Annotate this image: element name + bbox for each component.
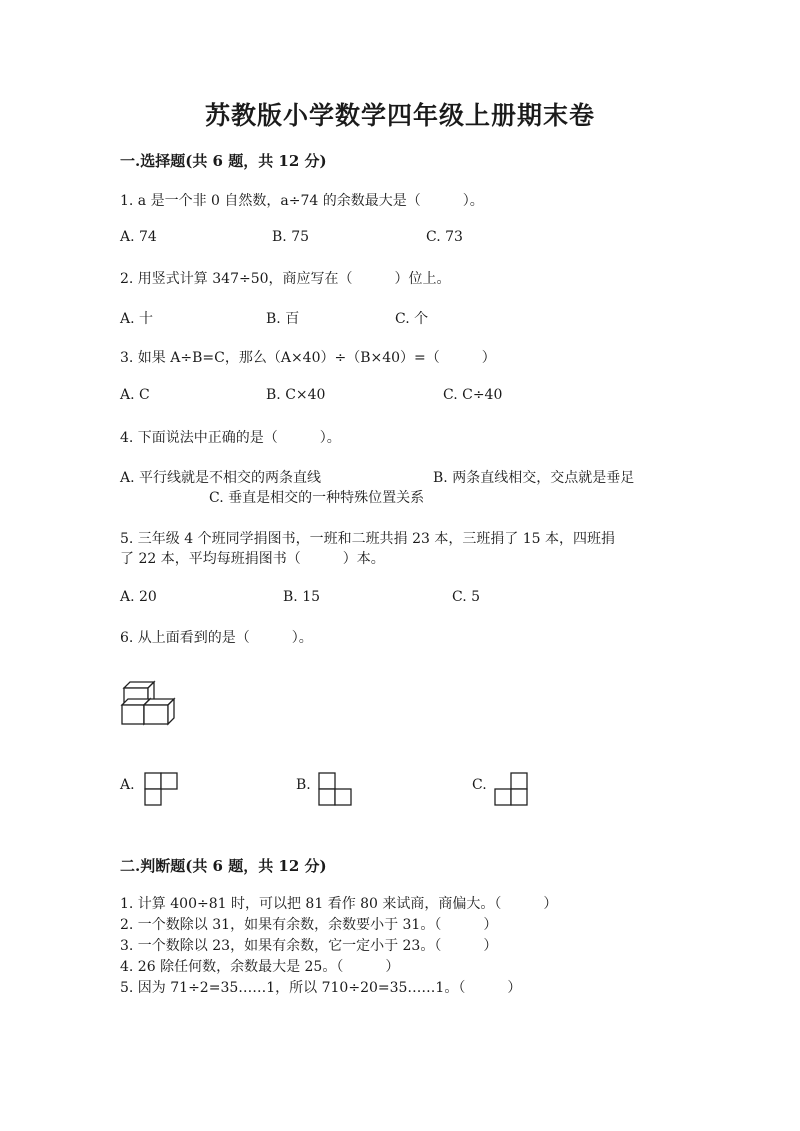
question-2-option-a: A. 十 xyxy=(120,311,154,327)
question-6-option-b: B. xyxy=(296,777,311,793)
question-2-option-b: B. 百 xyxy=(266,311,300,327)
cube-stack-figure xyxy=(118,680,182,726)
question-2-option-c: C. 个 xyxy=(395,311,429,327)
judgment-item-1: 1. 计算 400÷81 时，可以把 81 看作 80 来试商，商偏大。（ ） xyxy=(120,896,558,912)
question-5-stem-line-1: 5. 三年级 4 个班同学捐图书，一班和二班共捐 23 本，三班捐了 15 本，四班捐 xyxy=(120,531,616,547)
question-5-option-c: C. 5 xyxy=(452,589,481,605)
question-3-option-b: B. C×40 xyxy=(266,387,326,403)
question-3-option-c: C. C÷40 xyxy=(443,387,503,403)
option-b-view-figure xyxy=(318,772,352,806)
section-heading-judgment: 二.判断题(共 6 题，共 12 分) xyxy=(120,857,327,875)
question-4-stem: 4. 下面说法中正确的是（ ）。 xyxy=(120,430,341,446)
judgment-item-3: 3. 一个数除以 23，如果有余数，它一定小于 23。（ ） xyxy=(120,938,498,954)
option-a-view-figure xyxy=(144,772,178,806)
question-3-option-a: A. C xyxy=(120,387,150,403)
question-1-option-a: A. 74 xyxy=(120,229,157,245)
question-1-stem: 1. a 是一个非 0 自然数，a÷74 的余数最大是（ ）。 xyxy=(120,193,484,209)
question-5-option-b: B. 15 xyxy=(283,589,321,605)
question-4-option-b: B. 两条直线相交，交点就是垂足 xyxy=(433,470,635,486)
question-1-option-b: B. 75 xyxy=(272,229,310,245)
section-heading-choice: 一.选择题(共 6 题，共 12 分) xyxy=(120,152,327,170)
judgment-item-2: 2. 一个数除以 31，如果有余数，余数要小于 31。（ ） xyxy=(120,917,498,933)
question-6-option-a: A. xyxy=(120,777,135,793)
question-5-option-a: A. 20 xyxy=(120,589,157,605)
question-6-stem: 6. 从上面看到的是（ ）。 xyxy=(120,630,313,646)
question-2-stem: 2. 用竖式计算 347÷50，商应写在（ ）位上。 xyxy=(120,271,451,287)
question-4-option-c: C. 垂直是相交的一种特殊位置关系 xyxy=(209,490,425,506)
option-c-view-figure xyxy=(494,772,528,806)
question-5-stem-line-2: 了 22 本，平均每班捐图书（ ）本。 xyxy=(120,551,385,567)
question-6-option-c: C. xyxy=(472,777,487,793)
page-title: 苏教版小学数学四年级上册期末卷 xyxy=(204,101,595,130)
judgment-item-5: 5. 因为 71÷2=35……1，所以 710÷20=35……1。（ ） xyxy=(120,980,522,996)
question-4-option-a: A. 平行线就是不相交的两条直线 xyxy=(120,470,322,486)
question-3-stem: 3. 如果 A÷B=C，那么（A×40）÷（B×40）=（ ） xyxy=(120,350,496,366)
judgment-item-4: 4. 26 除任何数，余数最大是 25。（ ） xyxy=(120,959,400,975)
question-1-option-c: C. 73 xyxy=(426,229,463,245)
